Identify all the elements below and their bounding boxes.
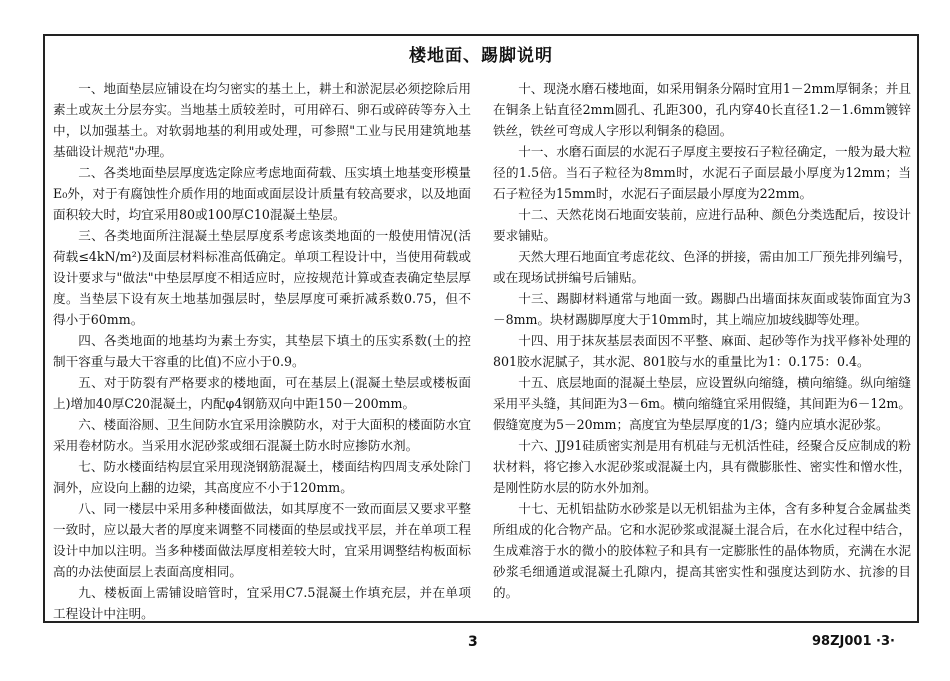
paragraph-16: 十六、JJ91硅质密实剂是用有机硅与无机活性硅，经聚合反应制成的粉状材料，将它掺入水泥砂浆或混凝土内，具有微膨胀性、密实性和憎水性，是刚性防水层的防水外加剂。 [493, 438, 911, 495]
paragraph-1: 一、地面垫层应铺设在均匀密实的基土上，耕土和淤泥层必须挖除后用素土或灰土分层夯实。当地基土质较差时，可用碎石、卵石或碎砖等夯入土中，以加强基土。对软弱地基的利用或处理，可参照"工业与民用建筑地基基础设计规范"办理。 [53, 81, 471, 159]
paragraph-17: 十七、无机铝盐防水砂浆是以无机铝盐为主体，含有多种复合金属盐类所组成的化合物产品。它和水泥砂浆或混凝土混合后，在水化过程中结合，生成难溶于水的微小的胶体粒子和具有一定膨胀性的晶体物质，充满在水泥砂浆毛细通道或混凝土孔隙内，提高其密实性和强度达到防水、抗渗的目的。 [493, 501, 911, 600]
page-number: 3 [468, 634, 478, 650]
drawing-frame [43, 34, 919, 623]
paragraph-2: 二、各类地面垫层厚度选定除应考虑地面荷载、压实填土地基变形模量E₀外，对于有腐蚀性介质作用的地面或面层设计质量有较高要求，以及地面面积较大时，均宜采用80或100厚C10混凝土垫层。 [53, 165, 471, 222]
document-code: 98ZJ001 ·3· [812, 634, 895, 649]
paragraph-11: 十一、水磨石面层的水泥石子厚度主要按石子粒径确定，一般为最大粒径的1.5倍。当石子粒径为8mm时，水泥石子面层最小厚度为12mm；当石子粒径为15mm时，水泥石子面层最小厚度为22mm。 [493, 144, 911, 201]
paragraph-10: 十、现浇水磨石楼地面，如采用铜条分隔时宜用1－2mm厚铜条；并且在铜条上钻直径2mm圆孔、孔距300，孔内穿40长直径1.2－1.6mm镀锌铁丝，铁丝可弯成人字形以利铜条的稳固。 [493, 81, 911, 138]
paragraph-13: 十三、踢脚材料通常与地面一致。踢脚凸出墙面抹灰面或装饰面宜为3－8mm。块材踢脚厚度大于10mm时，其上端应加坡线脚等处理。 [493, 291, 911, 327]
page-title: 楼地面、踢脚说明 [409, 46, 553, 66]
right-column [493, 78, 911, 603]
paragraph-9: 九、楼板面上需铺设暗管时，宜采用C7.5混凝土作填充层，并在单项工程设计中注明。 [53, 585, 471, 621]
paragraph-15: 十五、底层地面的混凝土垫层，应设置纵向缩缝，横向缩缝。纵向缩缝采用平头缝，其间距为3－6m。横向缩缝宜采用假缝，其间距为6－12m。假缝宽度为5－20mm；高度宜为垫层厚度的1/3；缝内应填水泥砂浆。 [493, 375, 911, 432]
paragraph-6: 六、楼面浴厕、卫生间防水宜采用涂膜防水，对于大面积的楼面防水宜采用卷材防水。当采用水泥砂浆或细石混凝土防水时应掺防水剂。 [53, 417, 471, 453]
left-column [53, 78, 471, 624]
paragraph-5: 五、对于防裂有严格要求的楼地面，可在基层上(混凝土垫层或楼板面上)增加40厚C20混凝土，内配φ4钢筋双向中距150－200mm。 [53, 375, 471, 411]
paragraph-4: 四、各类地面的地基均为素土夯实，其垫层下填土的压实系数(土的控制干容重与最大干容重的比值)不应小于0.9。 [53, 333, 471, 369]
paragraph-14: 十四、用于抹灰基层表面因不平整、麻面、起砂等作为找平修补处理的801胶水泥腻子，其水泥、801胶与水的重量比为1：0.175：0.4。 [493, 333, 911, 369]
paragraph-12: 十二、天然花岗石地面安装前，应进行品种、颜色分类选配后，按设计要求铺贴。 [493, 207, 911, 243]
paragraph-12-marble: 天然大理石地面宜考虑花纹、色泽的拼接，需由加工厂预先排列编号，或在现场试拼编号后铺贴。 [493, 249, 911, 285]
paragraph-3: 三、各类地面所注混凝土垫层厚度系考虑该类地面的一般使用情况(活荷载≤4kN/m²)及面层材料标准高低确定。单项工程设计中，当使用荷载或设计要求与"做法"中垫层厚度不相适应时，应按规范计算或查表确定垫层厚度。当垫层下设有灰土地基加强层时，垫层厚度可乘折减系数0.75，但不得小于60mm。 [53, 228, 471, 327]
paragraph-8: 八、同一楼层中采用多种楼面做法，如其厚度不一致而面层又要求平整一致时，应以最大者的厚度来调整不同楼面的垫层或找平层，并在单项工程设计中加以注明。当多种楼面做法厚度相差较大时，宜采用调整结构板面标高的办法使面层上表面高度相同。 [53, 501, 471, 579]
paragraph-7: 七、防水楼面结构层宜采用现浇钢筋混凝土，楼面结构四周支承处除门洞外，应设向上翻的边梁，其高度应不小于120mm。 [53, 459, 471, 495]
